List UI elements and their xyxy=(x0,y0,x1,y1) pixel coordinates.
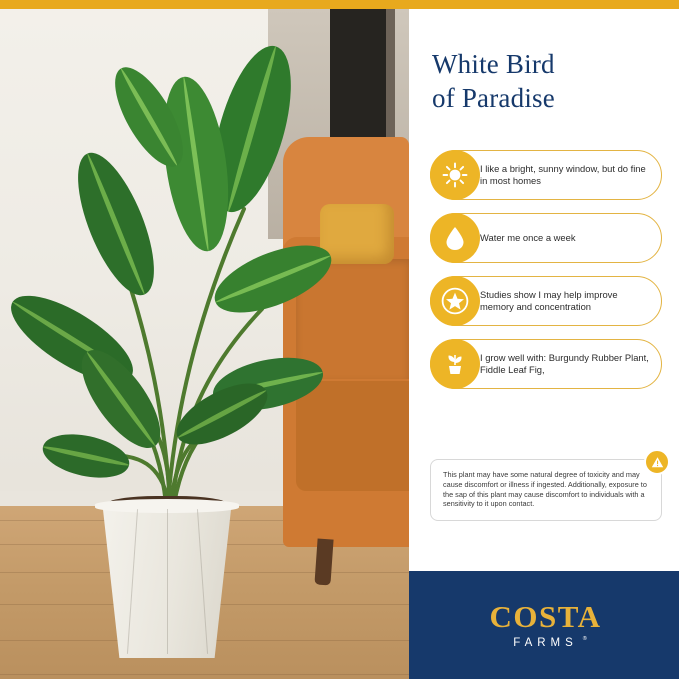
page-title xyxy=(432,47,662,115)
brand-block xyxy=(412,571,679,679)
care-card-text: Studies show I may help improve memory and concentration xyxy=(480,288,618,312)
toxicity-note-text: This plant may have some natural degree of toxicity and may cause discomfort or illness if ingested. Additionally, exposure to the sap of this plant may cause discomfort to individuals with a sensitivity to it upon contact. xyxy=(443,470,647,509)
star-icon xyxy=(430,276,480,326)
care-card xyxy=(430,339,662,389)
toxicity-note xyxy=(430,459,662,521)
water-drop-icon xyxy=(430,213,480,263)
top-gold-bar xyxy=(0,0,679,9)
potted-plant-icon xyxy=(430,339,480,389)
sun-icon xyxy=(430,150,480,200)
product-photo xyxy=(0,9,409,679)
care-card xyxy=(430,213,662,263)
trademark-symbol: ® xyxy=(582,636,587,642)
care-card-list xyxy=(430,150,662,402)
brand-name: COSTA xyxy=(489,599,602,634)
title-line-1: White Bird xyxy=(432,49,555,79)
care-card-text: Water me once a week xyxy=(480,231,576,243)
care-card-text: I like a bright, sunny window, but do fine in most homes xyxy=(480,162,646,186)
care-card-text: I grow well with: Burgundy Rubber Plant, Fiddle Leaf Fig, xyxy=(480,351,649,375)
title-line-2: of Paradise xyxy=(432,83,555,113)
brand-subname xyxy=(513,636,587,649)
warning-icon xyxy=(644,449,670,475)
care-card xyxy=(430,150,662,200)
care-card xyxy=(430,276,662,326)
info-panel xyxy=(409,9,679,571)
brand-subname-text: FARMS xyxy=(513,637,578,649)
